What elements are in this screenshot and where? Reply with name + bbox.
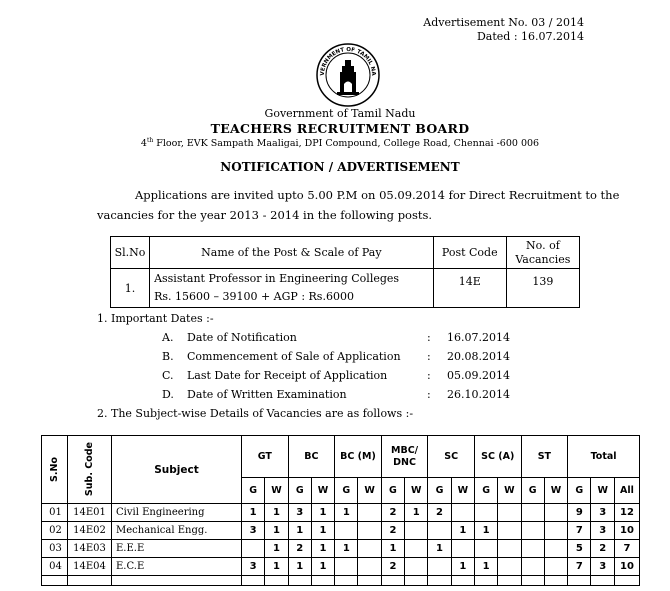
row-count <box>358 540 381 558</box>
row-count: 3 <box>242 522 265 540</box>
row-subject: Mechanical Engg. <box>112 522 242 540</box>
row-count <box>521 504 544 522</box>
row-count: 1 <box>265 504 288 522</box>
post-code: 14E <box>433 269 506 308</box>
row-count <box>358 522 381 540</box>
group-sca: SC (A) <box>474 436 521 478</box>
row-count: 2 <box>428 504 451 522</box>
row-sno: 04 <box>42 558 68 576</box>
post-vacancies: 139 <box>506 269 579 308</box>
row-count: 1 <box>428 540 451 558</box>
row-subject: E.E.E <box>112 540 242 558</box>
row-count: 1 <box>265 558 288 576</box>
row-code: 14E04 <box>68 558 112 576</box>
row-count: 5 <box>568 540 591 558</box>
posts-header-vacancies: No. of Vacancies <box>506 237 579 269</box>
row-count: 2 <box>381 504 404 522</box>
row-count: 3 <box>591 558 615 576</box>
row-count <box>451 504 474 522</box>
header-meta <box>423 16 584 44</box>
row-count <box>544 540 567 558</box>
important-dates-heading: 1. Important Dates :- <box>97 312 214 325</box>
tamil-nadu-emblem <box>315 42 381 108</box>
row-count: 1 <box>311 540 334 558</box>
row-count: 3 <box>591 504 615 522</box>
page-title: NOTIFICATION / ADVERTISEMENT <box>220 160 460 174</box>
row-subject: E.C.E <box>112 558 242 576</box>
row-count: 1 <box>335 540 358 558</box>
row-count: 7 <box>614 540 639 558</box>
row-count <box>498 558 521 576</box>
row-sno: 02 <box>42 522 68 540</box>
row-count: 3 <box>242 558 265 576</box>
advertisement-date: Dated : 16.07.2014 <box>476 30 584 43</box>
vacancy-table <box>41 435 640 586</box>
intro-line-2: vacancies for the year 2013 - 2014 in the following posts. <box>97 208 433 222</box>
post-name: Assistant Professor in Engineering Colleges <box>154 272 400 285</box>
group-bc: BC <box>288 436 335 478</box>
row-subject: Civil Engineering <box>112 504 242 522</box>
vacancy-body <box>42 504 640 576</box>
row-count <box>521 522 544 540</box>
row-count: 1 <box>311 522 334 540</box>
post-slno: 1. <box>111 269 150 308</box>
group-sc: SC <box>428 436 475 478</box>
row-count: 1 <box>405 504 428 522</box>
row-count <box>544 504 567 522</box>
list-item: C. Last Date for Receipt of Application : 05.09.2014 <box>162 369 510 382</box>
table-row <box>42 522 640 540</box>
row-count: 1 <box>474 522 497 540</box>
row-sno: 01 <box>42 504 68 522</box>
row-count <box>428 558 451 576</box>
group-total: Total <box>568 436 640 478</box>
row-count: 2 <box>381 522 404 540</box>
row-count: 10 <box>614 522 639 540</box>
row-count: 2 <box>591 540 615 558</box>
row-count: 1 <box>451 522 474 540</box>
post-pay: Rs. 15600 – 39100 + AGP : Rs.6000 <box>154 290 354 303</box>
vacancy-header-subject: Subject <box>112 436 242 504</box>
row-count: 3 <box>591 522 615 540</box>
row-code: 14E02 <box>68 522 112 540</box>
row-count: 7 <box>568 558 591 576</box>
row-count: 1 <box>265 522 288 540</box>
vacancy-heading: 2. The Subject-wise Details of Vacancies are as follows :- <box>97 407 414 420</box>
intro-line-1: Applications are invited upto 5.00 P.M on 05.09.2014 for Direct Recruitment to the <box>135 188 620 202</box>
list-item: B. Commencement of Sale of Application : 20.08.2014 <box>162 350 510 363</box>
row-count: 1 <box>451 558 474 576</box>
list-item: A. Date of Notification : 16.07.2014 <box>162 331 510 344</box>
row-count <box>474 504 497 522</box>
row-count <box>242 540 265 558</box>
vacancy-header-sno: S.No <box>42 436 68 504</box>
row-count: 9 <box>568 504 591 522</box>
table-row <box>42 540 640 558</box>
group-bcm: BC (M) <box>335 436 382 478</box>
row-count: 1 <box>311 504 334 522</box>
posts-header-slno: Sl.No <box>111 237 150 269</box>
row-count <box>474 540 497 558</box>
row-count: 1 <box>265 540 288 558</box>
row-count: 2 <box>381 558 404 576</box>
row-count <box>405 522 428 540</box>
svg-text:GOVERNMENT OF TAMIL NADU: VERNMENT OF TAMIL NA <box>319 46 377 76</box>
posts-header-name: Name of the Post & Scale of Pay <box>150 237 434 269</box>
row-count: 1 <box>288 522 311 540</box>
table-row <box>111 269 580 308</box>
row-count: 1 <box>335 504 358 522</box>
table-row <box>42 504 640 522</box>
government-name: Government of Tamil Nadu <box>264 107 416 120</box>
gw-header-row: G W G W G W G W G W G W G W G W All <box>42 478 640 504</box>
row-count: 2 <box>288 540 311 558</box>
vacancy-header-code: Sub. Code <box>68 436 112 504</box>
row-count <box>451 540 474 558</box>
row-count <box>405 558 428 576</box>
row-sno: 03 <box>42 540 68 558</box>
row-code: 14E03 <box>68 540 112 558</box>
group-st: ST <box>521 436 568 478</box>
row-count: 1 <box>311 558 334 576</box>
row-count <box>498 540 521 558</box>
row-count: 1 <box>242 504 265 522</box>
posts-table <box>110 236 580 308</box>
row-count: 3 <box>288 504 311 522</box>
row-count <box>498 504 521 522</box>
row-count: 10 <box>614 558 639 576</box>
row-count: 1 <box>474 558 497 576</box>
row-count <box>358 504 381 522</box>
row-count: 12 <box>614 504 639 522</box>
list-item: D. Date of Written Examination : 26.10.2014 <box>162 388 510 401</box>
emblem-icon <box>315 42 381 108</box>
row-code: 14E01 <box>68 504 112 522</box>
group-mbc: MBC/ DNC <box>381 436 428 478</box>
row-count <box>544 522 567 540</box>
post-name-cell <box>150 269 434 308</box>
row-count <box>405 540 428 558</box>
row-count: 7 <box>568 522 591 540</box>
row-count <box>521 558 544 576</box>
row-count <box>358 558 381 576</box>
table-row <box>42 558 640 576</box>
row-count <box>335 522 358 540</box>
table-row-partial <box>42 576 640 586</box>
row-count <box>428 522 451 540</box>
row-count <box>521 540 544 558</box>
row-count <box>498 522 521 540</box>
row-count: 1 <box>288 558 311 576</box>
row-count <box>335 558 358 576</box>
group-gt: GT <box>242 436 289 478</box>
board-address: 4th Floor, EVK Sampath Maaligai, DPI Compound, College Road, Chennai -600 006 <box>140 137 540 150</box>
advertisement-number: Advertisement No. 03 / 2014 <box>423 16 584 29</box>
row-count: 1 <box>381 540 404 558</box>
row-count <box>544 558 567 576</box>
board-name: TEACHERS RECRUITMENT BOARD <box>210 121 470 136</box>
posts-header-code: Post Code <box>433 237 506 269</box>
